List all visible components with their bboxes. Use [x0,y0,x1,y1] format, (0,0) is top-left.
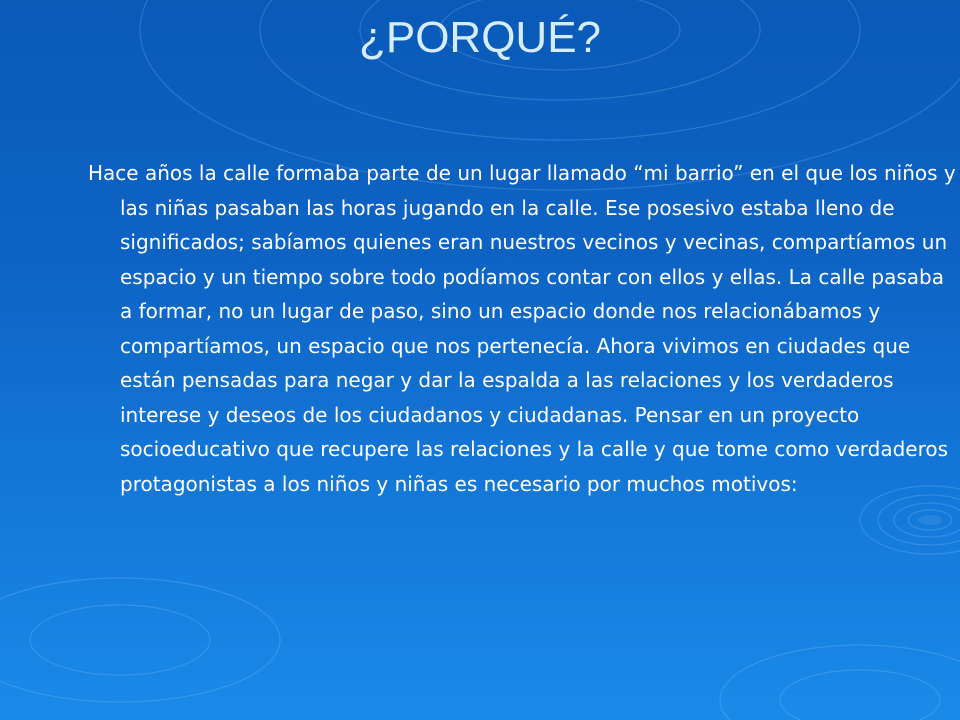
slide-body-paragraph: Hace años la calle formaba parte de un lugar llamado “mi barrio” en el que los niños y las niñas pasaban las horas jugando en la calle. Ese posesivo estaba lleno de significados; sabíamos quienes eran nuestros vecinos y vecinas, compartíamos un espacio y un tiempo sobre todo podíamos contar con ellos y ellas. La calle pasaba a formar, no un lugar de paso, sino un espacio donde nos relacionábamos y compartíamos, un espacio que nos pertenecía. Ahora vivimos en ciudades que están pensadas para negar y dar la espalda a las relaciones y los verdaderos interese y deseos de los ciudadanos y ciudadanas. Pensar en un proyecto socioeducativo que recupere las relaciones y la calle y que tome como verdaderos protagonistas a los niños y niñas es necesario por muchos motivos: [88,161,956,496]
slide-title: ¿PORQUÉ? [358,13,602,62]
